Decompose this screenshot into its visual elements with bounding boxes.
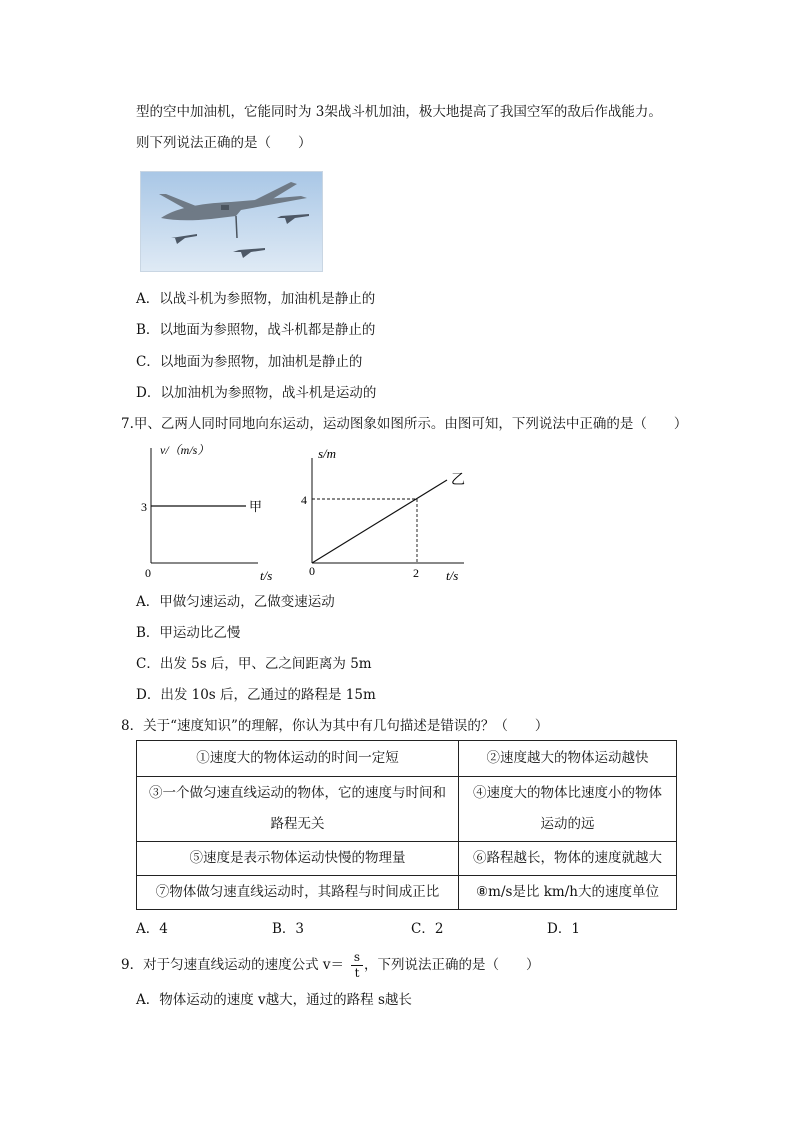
st-origin: 0 xyxy=(309,564,315,578)
table-row xyxy=(137,741,677,777)
st-line-label: 乙 xyxy=(451,472,465,488)
st-ylabel: s/m xyxy=(318,446,337,461)
statement-1: ①速度大的物体运动的时间一定短 xyxy=(137,741,459,777)
q8-stem: 8．关于“速度知识”的理解，你认为其中有几句描述是错误的？（ ） xyxy=(121,718,549,734)
table-row xyxy=(137,842,677,876)
q6-option-a: A．以战斗机为参照物，加油机是静止的 xyxy=(136,291,376,307)
q7-stem: 7.甲、乙两人同时同地向东运动，运动图象如图所示。由图可知，下列说法中正确的是（ ） xyxy=(121,416,688,432)
st-line-yi xyxy=(312,480,447,563)
q6-option-d: D．以加油机为参照物，战斗机是运动的 xyxy=(136,385,377,401)
q7-option-a: A．甲做匀速运动，乙做变速运动 xyxy=(136,594,335,610)
speed-formula-fraction xyxy=(351,951,363,980)
statement-6: ⑥路程越长，物体的速度就越大 xyxy=(459,842,677,876)
q8-option-d: D．1 xyxy=(547,921,580,937)
q6-stem-line1: 型的空中加油机，它能同时为 3架战斗机加油，极大地提高了我国空军的敌后作战能力。 xyxy=(136,104,662,120)
q7-option-c: C．出发 5s 后，甲、乙之间距离为 5m xyxy=(136,656,372,672)
statement-8: ⑧m/s是比 km/h大的速度单位 xyxy=(459,876,677,910)
table-row xyxy=(137,876,677,910)
q6-option-b: B．以地面为参照物，战斗机都是静止的 xyxy=(136,322,376,338)
q7-option-d: D．出发 10s 后，乙通过的路程是 15m xyxy=(136,687,376,703)
st-ytick: 4 xyxy=(301,493,307,507)
q6-stem-line2: 则下列说法正确的是（ ） xyxy=(136,135,312,151)
statement-5: ⑤速度是表示物体运动快慢的物理量 xyxy=(137,842,459,876)
statement-4: ④速度大的物体比速度小的物体运动的远 xyxy=(459,777,677,842)
st-xlabel: t/s xyxy=(446,568,459,583)
statement-2: ②速度越大的物体运动越快 xyxy=(459,741,677,777)
vt-graph xyxy=(141,443,272,583)
statement-3: ③一个做匀速直线运动的物体，它的速度与时间和路程无关 xyxy=(137,777,459,842)
fraction-denominator: t xyxy=(354,966,360,980)
vt-line-label: 甲 xyxy=(249,500,263,515)
q8-statement-table xyxy=(136,740,677,910)
st-xtick: 2 xyxy=(413,566,419,580)
vt-ytick: 3 xyxy=(141,500,147,514)
vt-xlabel: t/s xyxy=(260,568,273,583)
vt-origin: 0 xyxy=(145,566,151,580)
q8-option-c: C．2 xyxy=(411,921,444,937)
table-row xyxy=(137,777,677,842)
q9-stem-after: ，下列说法正确的是（ ） xyxy=(364,957,540,973)
q6-option-c: C．以地面为参照物，加油机是静止的 xyxy=(136,354,363,370)
q8-option-a: A．4 xyxy=(136,921,168,937)
refueling-aircraft-photo xyxy=(140,171,323,272)
q7-option-b: B．甲运动比乙慢 xyxy=(136,625,241,641)
q9-stem-before: 9．对于匀速直线运动的速度公式 v＝ xyxy=(121,957,345,973)
q9-option-a: A．物体运动的速度 v越大，通过的路程 s越长 xyxy=(136,992,412,1008)
statement-7: ⑦物体做匀速直线运动时，其路程与时间成正比 xyxy=(137,876,459,910)
fraction-numerator: s xyxy=(353,950,361,964)
vt-ylabel: v/（m/s） xyxy=(160,443,210,457)
q7-graphs xyxy=(136,440,476,585)
st-graph xyxy=(301,446,465,583)
q8-option-b: B．3 xyxy=(272,921,305,937)
